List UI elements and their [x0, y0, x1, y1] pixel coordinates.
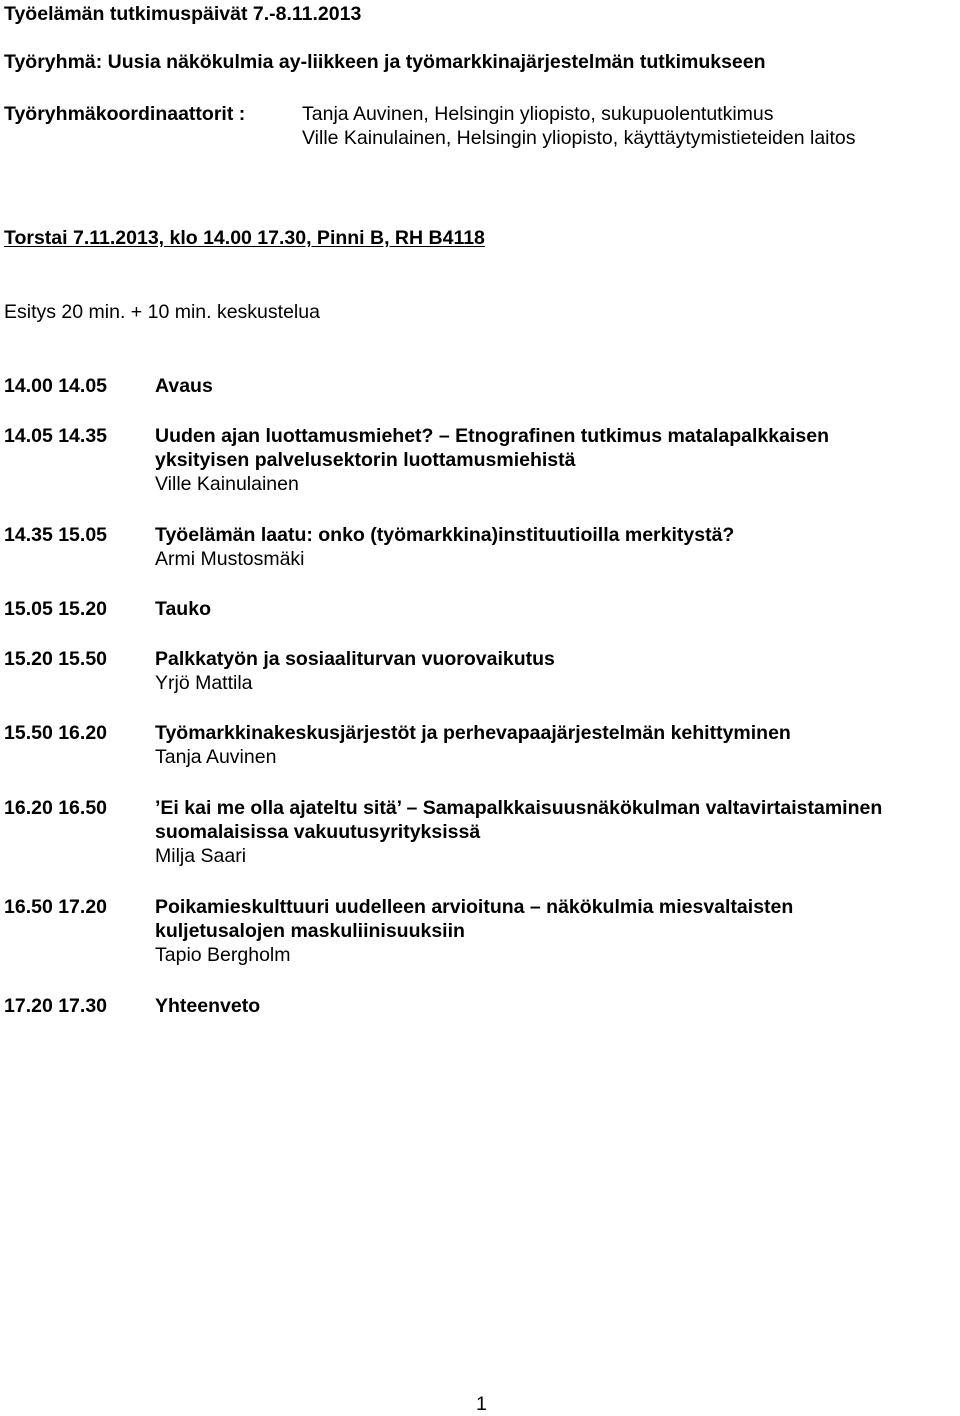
schedule-time: 14.00 14.05: [4, 375, 108, 397]
schedule-title: Tauko: [155, 598, 211, 620]
schedule-time: 15.05 15.20: [4, 598, 108, 620]
schedule-title: Yhteenveto: [155, 995, 261, 1017]
event-title: Työelämän tutkimuspäivät 7.-8.11.2013: [4, 3, 362, 25]
schedule-entry: [155, 994, 260, 1018]
schedule-speaker: Armi Mustosmäki: [155, 548, 305, 570]
coordinator-2: Ville Kainulainen, Helsingin yliopisto, käyttäytymistieteiden laitos: [302, 127, 856, 149]
workgroup-title: Työryhmä: Uusia näkökulmia ay-liikkeen ja työmarkkinajärjestelmän tutkimukseen: [4, 51, 766, 73]
schedule-entry: [155, 721, 791, 769]
schedule-speaker: Tapio Bergholm: [155, 944, 291, 966]
schedule-title: Työmarkkinakeskusjärjestöt ja perhevapaajärjestelmän kehittyminen: [155, 722, 791, 744]
session-format: Esitys 20 min. + 10 min. keskustelua: [4, 301, 320, 323]
schedule-time: 15.50 16.20: [4, 722, 108, 744]
schedule-title: Avaus: [155, 375, 213, 397]
schedule-speaker: Milja Saari: [155, 845, 247, 867]
schedule-title: Poikamieskulttuuri uudelleen arvioituna – näkökulmia miesvaltaisten: [155, 896, 794, 918]
schedule-time: 16.50 17.20: [4, 896, 108, 918]
schedule-time: 14.05 14.35: [4, 425, 108, 447]
schedule-time: 14.35 15.05: [4, 524, 108, 546]
schedule-title: Työelämän laatu: onko (työmarkkina)instituutioilla merkitystä?: [155, 524, 735, 546]
schedule-title: kuljetusalojen maskuliinisuuksiin: [155, 920, 465, 942]
schedule-entry: [155, 374, 213, 398]
schedule-time: 15.20 15.50: [4, 648, 108, 670]
page-number: 1: [476, 1393, 487, 1415]
schedule-entry: [155, 597, 211, 621]
schedule-time: 16.20 16.50: [4, 797, 108, 819]
schedule-entry: [155, 796, 882, 868]
schedule-speaker: Ville Kainulainen: [155, 473, 299, 495]
schedule-title: Uuden ajan luottamusmiehet? – Etnografinen tutkimus matalapalkkaisen: [155, 425, 829, 447]
schedule-title: Palkkatyön ja sosiaaliturvan vuorovaikutus: [155, 648, 555, 670]
schedule-time: 17.20 17.30: [4, 995, 108, 1017]
schedule-speaker: Yrjö Mattila: [155, 672, 253, 694]
schedule-entry: [155, 895, 793, 967]
schedule-entry: [155, 523, 734, 571]
schedule-speaker: Tanja Auvinen: [155, 746, 277, 768]
schedule-title: yksityisen palvelusektorin luottamusmiehistä: [155, 449, 576, 471]
schedule-title: suomalaisissa vakuutusyrityksissä: [155, 821, 481, 843]
schedule-entry: [155, 647, 555, 695]
schedule-title: ’Ei kai me olla ajateltu sitä’ – Samapalkkaisuusnäkökulman valtavirtaistaminen: [155, 797, 883, 819]
coordinators-label: Työryhmäkoordinaattorit :: [4, 103, 246, 125]
session-heading: Torstai 7.11.2013, klo 14.00 17.30, Pinni B, RH B4118: [4, 227, 485, 249]
schedule-entry: [155, 424, 829, 496]
coordinator-1: Tanja Auvinen, Helsingin yliopisto, sukupuolentutkimus: [302, 103, 774, 125]
